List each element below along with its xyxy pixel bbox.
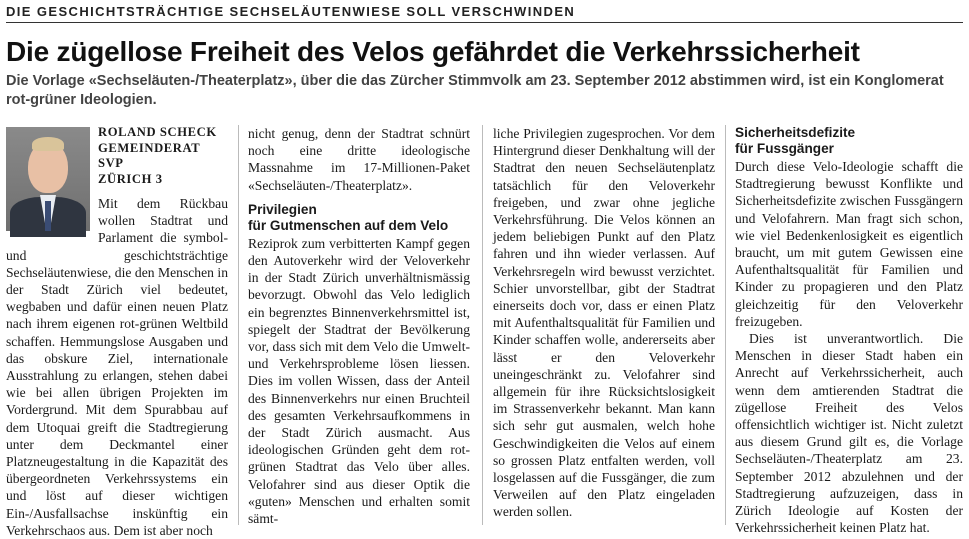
body-paragraph: liche Privilegien zugesprochen. Vor dem Hintergrund dieser Denkhaltung will der Stadtrat den neuen Sechseläutenplatz tatsächlich für den Veloverkehr freigeben, und zwar ohne jegliche Verkehrsführung. Die Velos können an jedem beliebigen Punkt auf den Platz fahren und ihn wieder verlassen. Auf Verkehrsregeln wird bewusst verzichtet. Schier unvorstellbar, gibt der Stadtrat einerseits doch vor, dass er einen Platz mit Aufenthaltsqualität für Familien und Kinder schaffen wolle, andererseits aber lässt er den Veloverkehr uneingeschränkt zu. Velofahrer sind allgemein für ihre Rücksichtslosigkeit im Strassenverkehr bekannt. Man kann sich sehr gut ausmalen, welch hohe Geschwindigkeiten die Velos auf einem so grossen Platz entfalten werden, voll losgelassen auf die Fussgänger, die zum Verweilen auf den Platz eingeladen werden sollen. [493, 126, 715, 520]
subheading-safety [735, 125, 963, 157]
column-divider [238, 125, 239, 525]
body-paragraph: nicht genug, denn der Stadtrat schnürt noch eine dritte ideologische Massnahme im 17-Millionen-Paket «Sechseläuten-/Theaterplatz». [248, 126, 470, 193]
subheading-line: Privilegien [248, 201, 317, 217]
article-lead: Die Vorlage «Sechseläuten-/Theaterplatz», über die das Zürcher Stimmvolk am 23. September 2012 abstimmen wird, ist ein Konglomerat rot-grüner Ideologien. [6, 73, 944, 108]
subheading-line: für Fussgänger [735, 141, 834, 156]
article-headline: Die zügellose Freiheit des Velos gefährdet die Verkehrssicherheit [6, 36, 860, 67]
article-column-3 [493, 125, 715, 525]
author-role: GEMEINDERAT SVP [98, 140, 201, 170]
article-column-2 [248, 125, 470, 525]
article-column-1 [6, 125, 228, 538]
body-paragraph: Reziprok zum verbitterten Kampf gegen den Autoverkehr wird der Veloverkehr in der Stadt Zürich unverhältnismässig bevorzugt. Obwohl das Velo lediglich ein begrenztes Binnenverkehrsmittel ist, spiegelt der Stadtrat der Bevölkerung vor, dass sich mit dem Velo die Umwelt- und Verkehrsprobleme lösen liessen. Dies im vollen Wissen, dass der Anteil des Binnenverkehrs nur einen Bruchteil des gesamten Verkehrsaufkommens in der Stadt Zürich ausmacht. Aus ideologischen Gründen geht dem rot-grünen Stadtrat das Velo über alles. Velofahrer sind aus dieser Optik die «guten» Menschen und erhalten somit sämt- [248, 235, 470, 527]
author-name: ROLAND SCHECK [98, 125, 217, 139]
body-paragraph: Mit dem Rückbau wollen Stadtrat und Parlament die symbol- und geschichtsträchtige Sechseläutenwiese, die den Menschen in der Stadt Zürich viel bedeutet, wegbaben und dafür einen neuen Platz nach ihrem eigenen rot-grünen Weltbild schaffen. Hemmungslose Ausgaben und das obskure Ziel, internationale Ausstrahlung zu erlangen, stehen dabei wie bei allen übrigen Projekten im Vordergrund. Mit dem Spurabbau auf dem Utoquai greift die Stadtregierung unter dem Deckmantel einer Platzneugestaltung in die Kapazität des übergeordneten Verkehrssystems ein und löst auf dieser wichtigen Ein-/Ausfallsachse inskünftig ein Verkehrschaos aus. Dem ist aber noch [6, 196, 228, 538]
subheading-line: Sicherheitsdefizite [735, 125, 856, 140]
subheading-line: für Gutmenschen auf dem Velo [248, 217, 449, 233]
body-paragraph: Durch diese Velo-Ideologie schafft die Stadtregierung bewusst Konflikte und Sicherheitsdefizite zwischen Fussgängern und Velofahrern. Man fragt sich schon, wie viel Bedenkenlosigkeit es eigentlich braucht, um mit gutem Gewissen eine Aufenthaltsqualität für Familien und Kinder zu propagieren und den Platz gleichzeitig für den Veloverkehr freizugeben. [735, 159, 963, 329]
article-column-4 [735, 125, 963, 536]
body-paragraph: Dies ist unverantwortlich. Die Menschen in dieser Stadt haben ein Anrecht auf Verkehrssicherheit, auch wenn dem amtierenden Stadtrat die zügellose Freiheit des Velos offensichtlich wichtiger ist. Nicht zuletzt aus diesem Grund gilt es, die Vorlage Sechseläuten-/Theaterplatz am 23. September 2012 abzulehnen und der Stadtregierung aufzuzeigen, dass in Zürich Ideologie auf Kosten der Verkehrssicherheit keinen Platz hat. [735, 331, 963, 536]
author-city: ZÜRICH 3 [98, 171, 163, 186]
article-kicker: DIE GESCHICHTSTRÄCHTIGE SECHSELÄUTENWIESE SOLL VERSCHWINDEN [6, 4, 963, 23]
subheading-privileges [248, 202, 470, 234]
column-divider [482, 125, 483, 525]
column-divider [725, 125, 726, 525]
author-photo [6, 127, 90, 231]
